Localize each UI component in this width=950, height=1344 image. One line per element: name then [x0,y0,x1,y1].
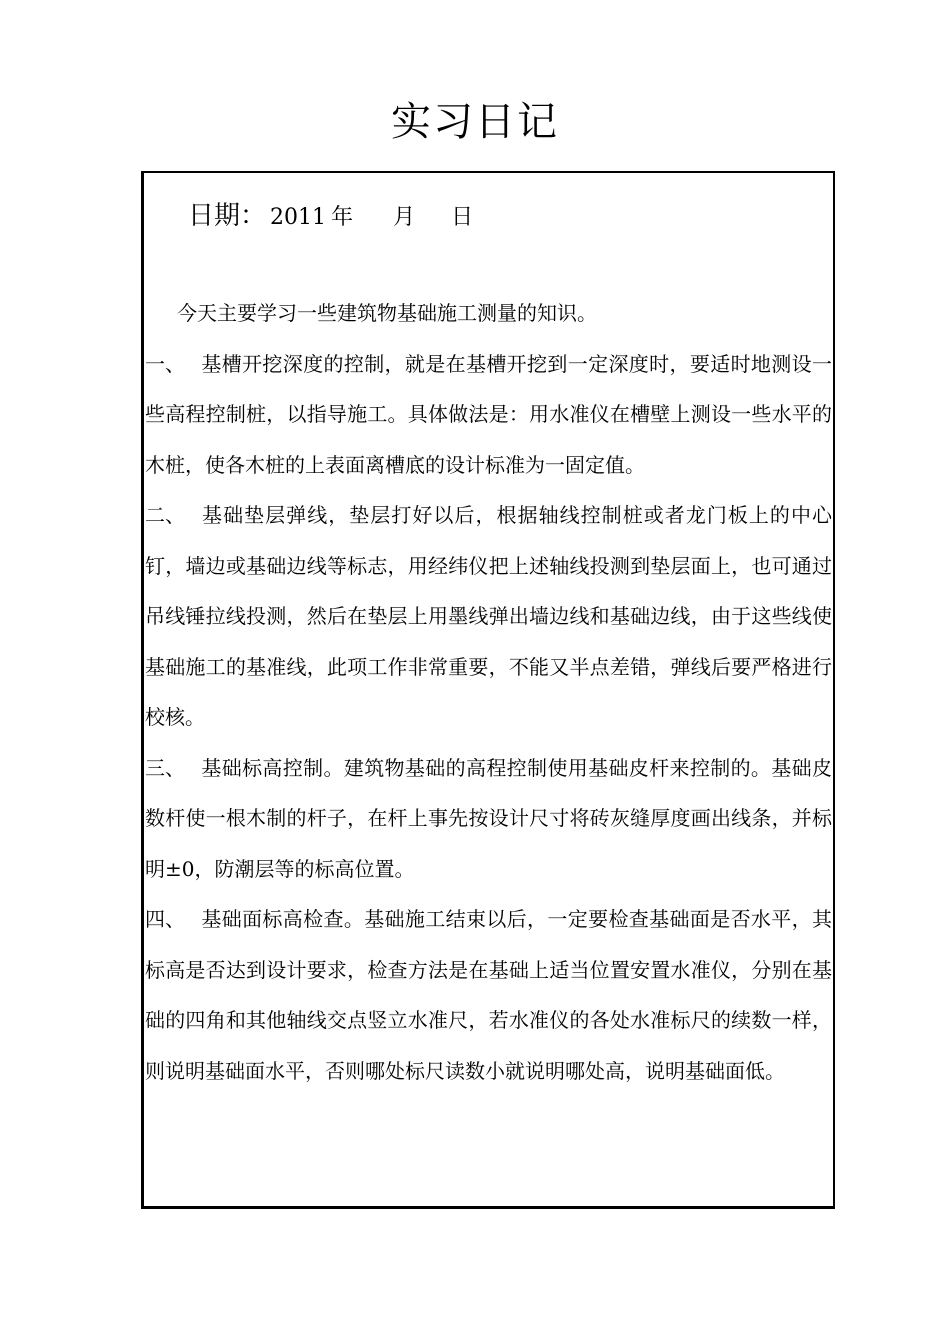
date-label: 日期： [188,201,267,231]
section-text: 基础垫层弹线，垫层打好以后，根据轴线控制桩或者龙门板上的中心钉，墙边或基础边线等标志，用经纬仪把上述轴线投测到垫层面上，也可通过吊线锤拉线投测，然后在垫层上用墨线弹出墙边线和基础边线，由于这些线使基础施工的基准线，此项工作非常重要，不能又半点差错，弹线后要严格进行校核。 [145,503,832,729]
intro-paragraph: 今天主要学习一些建筑物基础施工测量的知识。 [177,301,597,325]
section-number: 二、 [145,503,185,527]
section-paragraph [145,490,832,743]
section-number: 三、 [145,755,185,780]
section-paragraph [145,339,832,491]
date-year-unit: 年 [331,205,354,230]
date-year: 2011 [270,205,327,230]
section-text: 基础面标高检查。基础施工结束以后，一定要检查基础面是否水平，其标高是否达到设计要求，检查方法是在基础上适当位置安置水准仪，分别在基础的四角和其他轴线交点竖立水准尺，若水准仪的各处水准标尺的续数一样，则说明基础面水平，否则哪处标尺读数小就说明哪处高，说明基础面低。 [145,907,832,1083]
date-line [188,195,473,245]
section-paragraph [145,894,832,1096]
section-text: 基础标高控制。建筑物基础的高程控制使用基础皮杆来控制的。基础皮数杆使一根木制的杆子，在杆上事先按设计尺寸将砖灰缝厚度画出线条，并标明±0，防潮层等的标高位置。 [145,755,832,881]
diary-body [145,288,832,1096]
section-text: 基槽开挖深度的控制，就是在基槽开挖到一定深度时，要适时地测设一些高程控制桩，以指导施工。具体做法是：用水准仪在槽壁上测设一些水平的木桩，使各木桩的上表面离槽底的设计标准为一固定值。 [145,351,832,477]
date-day-unit: 日 [451,205,474,230]
date-month-unit: 月 [393,205,416,230]
section-paragraph [145,743,832,895]
section-number: 一、 [145,351,185,376]
page-title: 实习日记 [391,99,559,145]
section-number: 四、 [145,907,185,931]
